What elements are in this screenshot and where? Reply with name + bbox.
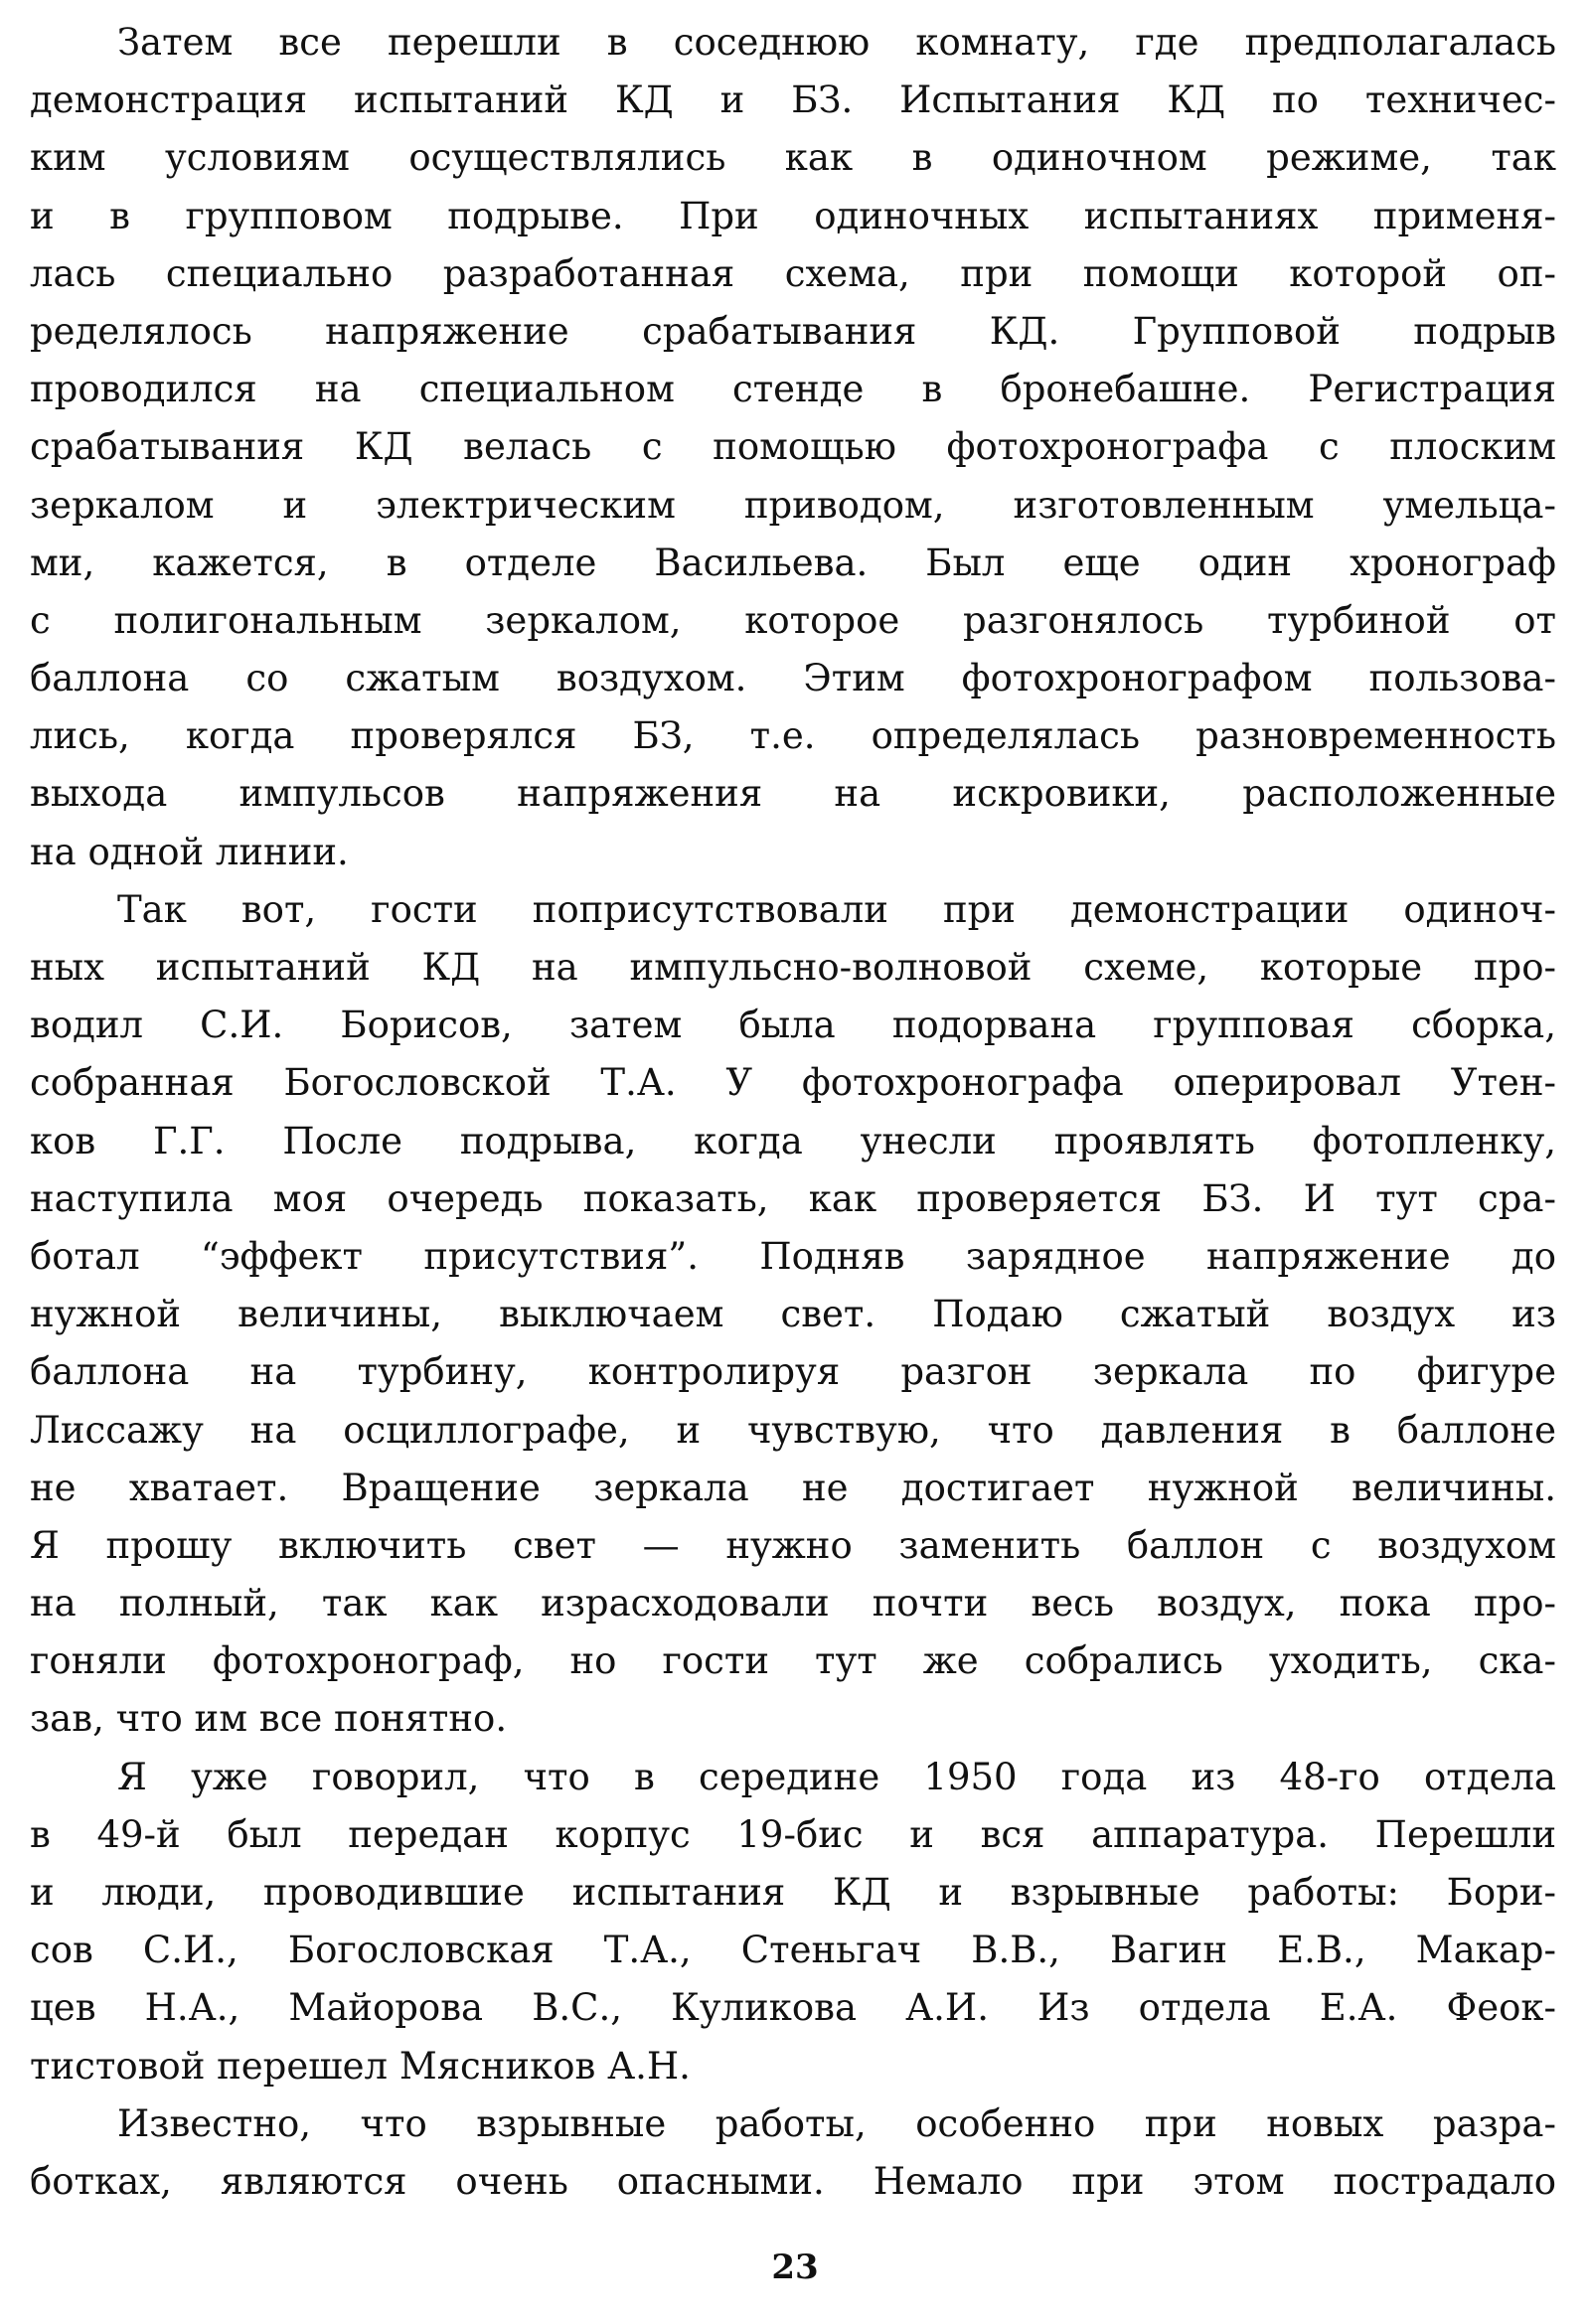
paragraph-1: [30, 14, 1556, 881]
text-line: цев Н.А., Майорова В.С., Куликова А.И. Из отдела Е.А. Феок-: [30, 1986, 1556, 2030]
text-line: гоняли фотохронограф, но гости тут же собрались уходить, ска-: [30, 1639, 1556, 1683]
text-line: лась специально разработанная схема, при помощи которой оп-: [30, 251, 1556, 295]
text-line: на полный, так как израсходовали почти весь воздух, пока про-: [30, 1582, 1556, 1626]
text-line: ким условиям осуществлялись как в одиночном режиме, так: [30, 136, 1556, 180]
text-line: Так вот, гости поприсутствовали при демонстрации одиноч-: [117, 887, 1556, 931]
text-line: водил С.И. Борисов, затем была подорвана групповая сборка,: [30, 1004, 1556, 1047]
text-line: зав, что им все понятно.: [30, 1697, 508, 1741]
text-line: тистовой перешел Мясников А.Н.: [30, 2044, 691, 2088]
paragraph-2: [30, 881, 1556, 1749]
text-line: собранная Богословской Т.А. У фотохронографа оперировал Утен-: [30, 1061, 1556, 1105]
paragraph-3: [30, 1749, 1556, 2095]
text-line: с полигональным зеркалом, которое разгонялось турбиной от: [30, 598, 1556, 642]
text-line: в 49-й был передан корпус 19-бис и вся аппаратура. Перешли: [30, 1812, 1556, 1856]
text-line: демонстрация испытаний КД и БЗ. Испытания КД по техничес-: [30, 78, 1556, 122]
text-line: зеркалом и электрическим приводом, изготовленным умельца-: [30, 483, 1556, 527]
text-line: лись, когда проверялся БЗ, т.е. определялась разновременность: [30, 714, 1556, 758]
text-line: и в групповом подрыве. При одиночных испытаниях применя-: [30, 194, 1556, 237]
text-line: ботал “эффект присутствия”. Подняв зарядное напряжение до: [30, 1234, 1556, 1278]
text-line: на одной линии.: [30, 830, 349, 873]
text-line: Я прошу включить свет — нужно заменить баллон с воздухом: [30, 1523, 1556, 1567]
text-line: ми, кажется, в отделе Васильева. Был еще один хронограф: [30, 541, 1556, 584]
text-line: выхода импульсов напряжения на искровики, расположенные: [30, 772, 1556, 816]
text-line: не хватает. Вращение зеркала не достигает нужной величины.: [30, 1466, 1556, 1509]
text-line: Известно, что взрывные работы, особенно при новых разра-: [117, 2101, 1556, 2145]
page-number: 23: [771, 2247, 819, 2287]
text-line: баллона на турбину, контролируя разгон зеркала по фигуре: [30, 1350, 1556, 1394]
text-line: проводился на специальном стенде в бронебашне. Регистрация: [30, 368, 1556, 411]
text-line: баллона со сжатым воздухом. Этим фотохронографом пользова-: [30, 657, 1556, 700]
text-line: Я уже говорил, что в середине 1950 года из 48-го отдела: [117, 1755, 1556, 1798]
text-line: ботках, являются очень опасными. Немало при этом пострадало: [30, 2159, 1556, 2203]
text-line: наступила моя очередь показать, как проверяется БЗ. И тут сра-: [30, 1176, 1556, 1220]
text-line: ных испытаний КД на импульсно-волновой схеме, которые про-: [30, 946, 1556, 989]
text-line: ределялось напряжение срабатывания КД. Групповой подрыв: [30, 309, 1556, 353]
text-line: срабатывания КД велась с помощью фотохронографа с плоским: [30, 425, 1556, 469]
text-line: и люди, проводившие испытания КД и взрывные работы: Бори-: [30, 1871, 1556, 1914]
paragraph-4: [30, 2095, 1556, 2211]
page-body: [30, 14, 1556, 2211]
text-line: сов С.И., Богословская Т.А., Стеньгач В.В., Вагин Е.В., Макар-: [30, 1929, 1556, 1972]
text-line: Лиссажу на осциллографе, и чувствую, что давления в баллоне: [30, 1408, 1556, 1452]
text-line: ков Г.Г. После подрыва, когда унесли проявлять фотопленку,: [30, 1119, 1556, 1162]
text-line: нужной величины, выключаем свет. Подаю сжатый воздух из: [30, 1293, 1556, 1336]
text-line: Затем все перешли в соседнюю комнату, где предполагалась: [117, 21, 1556, 64]
